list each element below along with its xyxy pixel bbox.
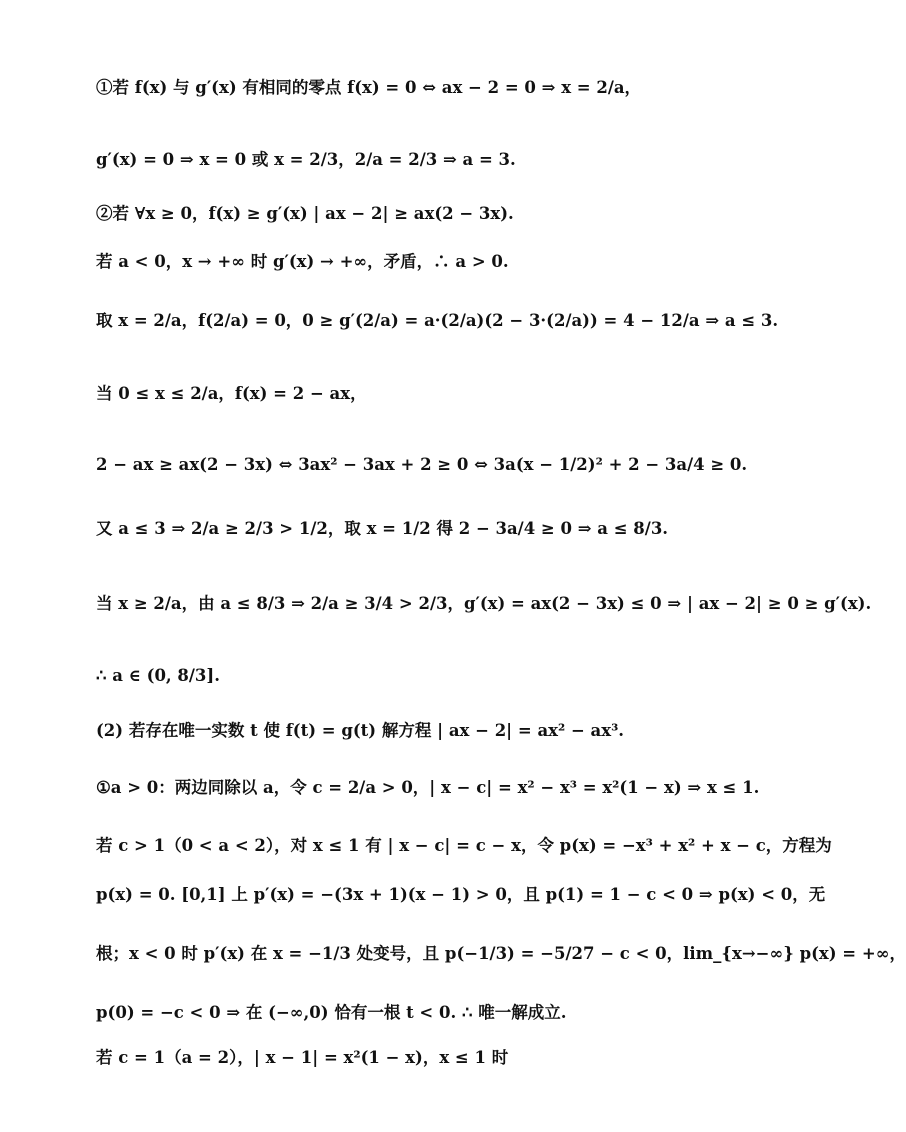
text-line-6: 当 0 ≤ x ≤ 2/a，f(x) = 2 − ax， <box>96 384 367 403</box>
text-line-11: (2) 若存在唯一实数 t 使 f(t) = g(t) 解方程 | ax − 2| = ax² − ax³. <box>96 721 625 740</box>
text-line-10: ∴ a ∈ (0, 8/3]. <box>96 666 220 685</box>
text-line-14: p(x) = 0. [0,1] 上 p′(x) = −(3x + 1)(x − 1) > 0，且 p(1) = 1 − c < 0 ⇒ p(x) < 0，无 <box>96 885 826 904</box>
text-line-13: 若 c > 1（0 < a < 2），对 x ≤ 1 有 | x − c| = c − x，令 p(x) = −x³ + x² + x − c，方程为 <box>96 836 832 855</box>
text-line-3: ②若 ∀x ≥ 0，f(x) ≥ g′(x) | ax − 2| ≥ ax(2 − 3x). <box>96 204 514 223</box>
text-line-17: 若 c = 1（a = 2），| x − 1| = x²(1 − x)，x ≤ 1 时 <box>96 1048 509 1067</box>
text-line-7: 2 − ax ≥ ax(2 − 3x) ⇔ 3ax² − 3ax + 2 ≥ 0 ⇔ 3a(x − 1/2)² + 2 − 3a/4 ≥ 0. <box>96 455 748 474</box>
text-line-16: p(0) = −c < 0 ⇒ 在 (−∞,0) 恰有一根 t < 0. ∴ 唯一解成立. <box>96 1003 567 1022</box>
text-line-15: 根；x < 0 时 p′(x) 在 x = −1/3 处变号，且 p(−1/3) = −5/27 − c < 0，lim_{x→−∞} p(x) = +∞， <box>96 944 906 963</box>
text-line-5: 取 x = 2/a，f(2/a) = 0，0 ≥ g′(2/a) = a·(2/a)(2 − 3·(2/a)) = 4 − 12/a ⇒ a ≤ 3. <box>96 311 779 330</box>
text-line-4: 若 a < 0，x → +∞ 时 g′(x) → +∞，矛盾，∴ a > 0. <box>96 252 509 271</box>
text-line-1: ①若 f(x) 与 g′(x) 有相同的零点 f(x) = 0 ⇔ ax − 2 = 0 ⇒ x = 2/a， <box>96 78 642 97</box>
text-line-12: ①a > 0：两边同除以 a，令 c = 2/a > 0，| x − c| = x² − x³ = x²(1 − x) ⇒ x ≤ 1. <box>96 778 760 797</box>
text-line-8: 又 a ≤ 3 ⇒ 2/a ≥ 2/3 > 1/2，取 x = 1/2 得 2 − 3a/4 ≥ 0 ⇒ a ≤ 8/3. <box>96 519 669 538</box>
text-line-2: g′(x) = 0 ⇒ x = 0 或 x = 2/3，2/a = 2/3 ⇒ a = 3. <box>96 150 516 169</box>
text-line-9: 当 x ≥ 2/a，由 a ≤ 8/3 ⇒ 2/a ≥ 3/4 > 2/3，g′(x) = ax(2 − 3x) ≤ 0 ⇒ | ax − 2| ≥ 0 ≥ g′(x). <box>96 594 872 613</box>
